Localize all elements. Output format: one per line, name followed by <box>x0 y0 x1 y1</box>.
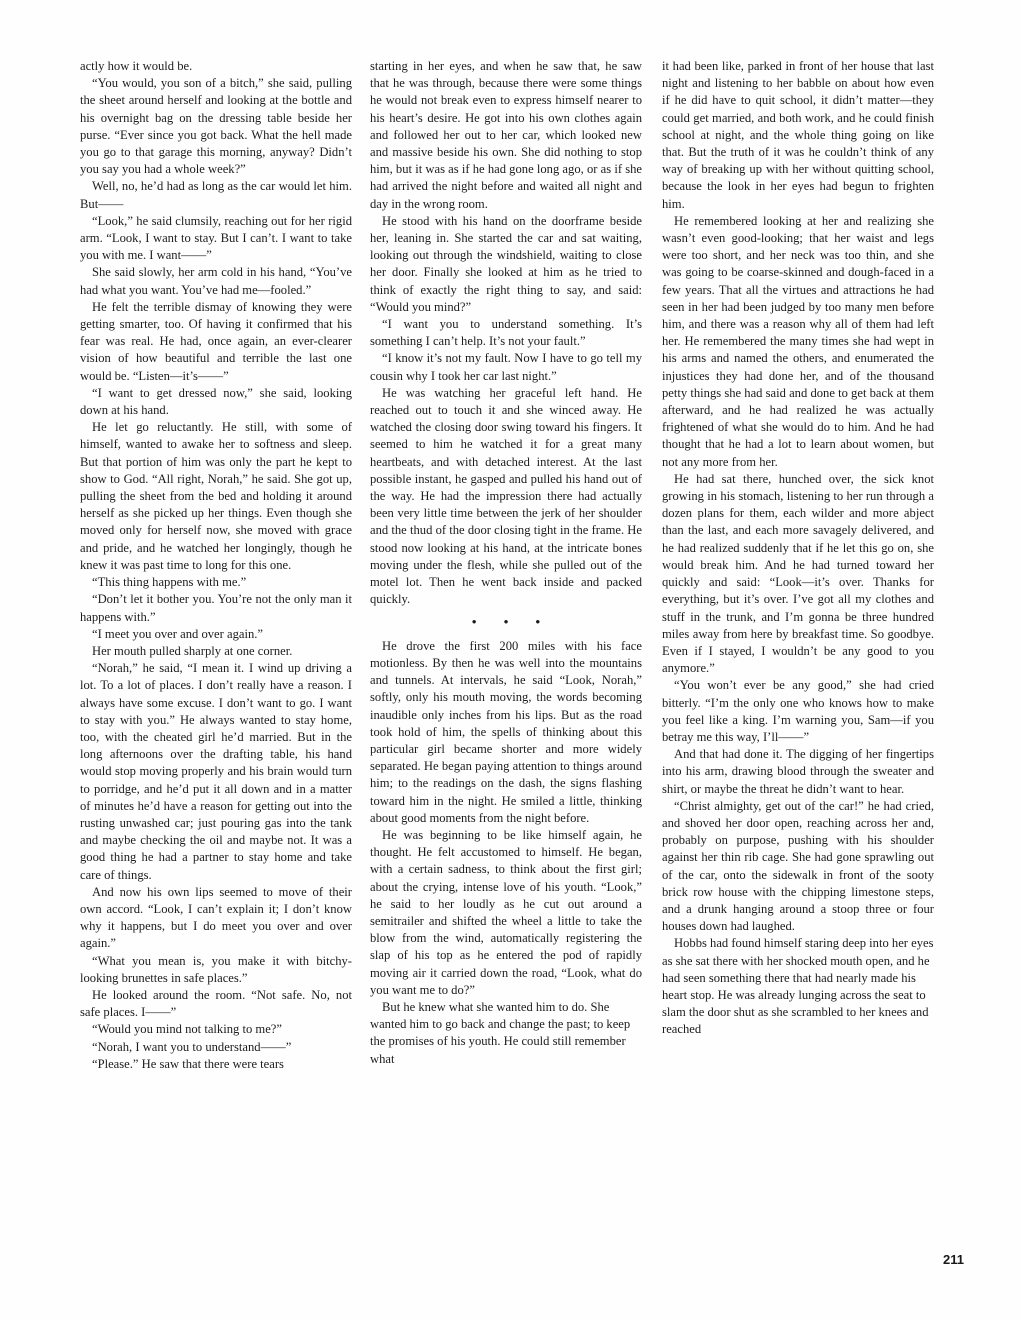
paragraph: Hobbs had found himself staring deep into her eyes as she sat there with her shocked mouth open, and he had seen something there that had nearly made his heart stop. He was already lunging across the seat to slam the door shut as she scrambled to her knees and reached <box>662 936 934 1037</box>
page-number: 211 <box>943 1252 964 1267</box>
paragraph: He remembered looking at her and realizing she wasn’t even good-looking; that her waist and legs were too short, and her neck was too thin, and she was going to be coarse-skinned and dough-faced in a few years. That all the virtues and attractions he had seen in her had been judged by too many men before him, and there was a reason why all of them had left her. He remembered the many times she had wept in his arms and named the others, and enumerated the injustices they had done her, and of the thousand petty things she had said and done to get back at them afterward, and he had realized he was actually frightened of what she would do to him. And he had thought that he had a lot to learn about women, but not any more from her. <box>662 213 934 469</box>
paragraph: Her mouth pulled sharply at one corner. <box>92 643 293 658</box>
paragraph: it had been like, parked in front of her house that last night and listening to her babble on about how even if he did have to quit school, it didn’t matter—they could get married, and both work, and he could finish school at night, and the whole thing going on like that. But the truth of it was he couldn’t think of any way of breaking up with her without quitting school, because the look in her eyes had begun to frighten him. <box>662 59 934 211</box>
paragraph: actly how it would be. <box>80 59 193 73</box>
text-column-1 <box>80 58 352 1073</box>
paragraph: Well, no, he’d had as long as the car would let him. But—— <box>80 179 352 211</box>
paragraph: “Don’t let it bother you. You’re not the only man it happens with.” <box>80 592 352 624</box>
paragraph: “I know it’s not my fault. Now I have to go tell my cousin why I took her car last night.” <box>370 351 642 383</box>
paragraph: “Norah, I want you to understand——” <box>92 1039 292 1054</box>
paragraph: He was beginning to be like himself again, he thought. He felt accustomed to himself. He began, with a certain sadness, to think about the first girl; about the crying, intense love of his youth. “Look,” he said to her loudly as he cut out around a semitrailer and shifted the wheel a little to take the blow from the wind, automatically registering the slap of his top as he entered the pod of rapidly moving air it carried down the road, “Look, what do you want me to do?” <box>370 827 642 997</box>
paragraph: He stood with his hand on the doorframe beside her, leaning in. She started the car and sat waiting, looking out through the windshield, waiting to close her door. Finally she looked at him as he tried to think of exactly the right thing to say, and said: “Would you mind?” <box>370 213 642 314</box>
paragraph: He felt the terrible dismay of knowing they were getting smarter, too. Of having it confirmed that his fear was real. He had, once again, an ever-clearer vision of how beautiful and terrible the last one would be. “Listen—it’s——” <box>80 299 352 383</box>
paragraph: He let go reluctantly. He still, with some of himself, wanted to awake her to softness and sleep. But that portion of him was only the part he kept to show to God. “All right, Norah,” he said. She got up, pulling the sheet from the bed and holding it around herself as she picked up her things. Even though she moved only for herself now, she moved with grace and pride, and he watched her longingly, though he knew it was past time to long for this one. <box>80 420 352 572</box>
paragraph: “What you mean is, you make it with bitchy-looking brunettes in safe places.” <box>80 953 352 985</box>
paragraph: He was watching her graceful left hand. He reached out to touch it and she winced away. He watched the closing door swing toward his fingers. It seemed to him he watched it for a great many heartbeats, and with detached interest. At the last possible instant, he gasped and pulled his hand out of the way. He had the impression there had actually been very little time between the jerk of her shoulder and the thud of the door closing tight in the frame. He stood now looking at his hand, at the intricate bones moving under the flesh, while she pulled out of the motel lot. Then he went back inside and packed quickly. <box>370 385 642 607</box>
paragraph: “Look,” he said clumsily, reaching out for her rigid arm. “Look, I want to stay. But I can’t. I want to take you with me. I want——” <box>80 213 352 263</box>
paragraph: And that had done it. The digging of her fingertips into his arm, drawing blood through the sweater and shirt, or maybe the threat he didn’t want to hear. <box>662 747 934 796</box>
paragraph: “This thing happens with me.” <box>92 575 247 590</box>
paragraph: “You would, you son of a bitch,” she said, pulling the sheet around herself and looking at the bottle and his overnight bag on the dressing table beside her purse. “Ever since you got back. What the hell made you go to that garage this morning, anyway? Didn’t you say you had a whole week?” <box>80 76 352 177</box>
paragraph: He drove the first 200 miles with his face motionless. By then he was well into the mountains and tunnels. At intervals, he said “Look, Norah,” softly, only his mouth moving, the words becoming inaudible only inches from his lips. But as the road took hold of him, the spells of thinking about this particular girl became shorter and more widely separated. He began paying attention to things around him; to the readings on the dash, the signs flashing toward him in the night. He smiled a little, thinking about good moments from the night before. <box>370 638 642 825</box>
paragraph: She said slowly, her arm cold in his hand, “You’ve had what you want. You’ve had me—fooled.” <box>80 265 352 297</box>
paragraph: “I want to get dressed now,” she said, looking down at his hand. <box>80 385 352 418</box>
section-break: • • • <box>471 613 553 629</box>
paragraph: starting in her eyes, and when he saw that, he saw that he was through, because there were some things he would not break even to express himself nearer to his heart’s desire. He got into his own clothes again and followed her out to her car, which looked new and massive beside his own. She did nothing to stop him, but it was as if he had gone long ago, or as if she had arrived the night before and waited all night and day in the wrong room. <box>370 59 642 211</box>
paragraph: “Would you mind not talking to me?” <box>92 1022 282 1037</box>
paragraph: “I meet you over and over again.” <box>92 626 263 641</box>
paragraph: “Norah,” he said, “I mean it. I wind up driving a lot. To a lot of places. I don’t really have a reason. I always have some excuse. I don’t want to go. I want to stay with you.” He always wanted to stay home, too, with the cheated girl he’d married. But in the long afternoons over the drafting table, his hand would stop moving properly and his brain would turn to porridge, and he’d put it all down and in a matter of minutes he’d have a reason for getting out into the rusting unwashed car; just pouring gas into the tank and maybe checking the oil and maybe not. It was a good thing he had a partner to stay home and take care of things. <box>80 661 352 882</box>
paragraph: And now his own lips seemed to move of their own accord. “Look, I can’t explain it; I don’t know why it happens, but I do meet you over and over again.” <box>80 884 352 951</box>
paragraph: He looked around the room. “Not safe. No, not safe places. I——” <box>80 987 352 1020</box>
text-column-3 <box>662 58 934 1039</box>
text-column-2 <box>370 58 642 1068</box>
paragraph: “You won’t ever be any good,” she had cried bitterly. “I’m the only one who knows how to make you feel like a king. I’m warning you, Sam—if you betray me this way, I’ll——” <box>662 678 934 744</box>
paragraph: “Christ almighty, get out of the car!” he had cried, and shoved her door open, reaching across her and, probably on purpose, pushing with his shoulder against her thin rib cage. She had gone sprawling out of the car, onto the sidewalk in front of the sooty brick row house with the chipping limestone steps, and a drunk hanging around a stoop three or four houses down had laughed. <box>662 798 934 934</box>
paragraph: “Please.” He saw that there were tears <box>92 1056 284 1071</box>
paragraph: But he knew what she wanted him to do. She wanted him to go back and change the past; to keep the promises of his youth. He could still remember what <box>370 999 631 1066</box>
paragraph: He had sat there, hunched over, the sick knot growing in his stomach, listening to her run through a dozen plans for them, each wilder and more abject than the last, and each more savagely delivered, and he had realized suddenly that if he let this go on, she would break him. And he had turned toward her quickly and said: “Look—it’s over. Thanks for everything, but it’s over. I’ve got all my clothes and stuff in the trunk, and I’m gonna be three hundred miles away from here by breakfast time. So goodbye. Even if I stayed, I wouldn’t be any good to you anymore.” <box>662 471 934 676</box>
paragraph: “I want you to understand something. It’s something I can’t help. It’s not your fault.” <box>370 317 642 349</box>
